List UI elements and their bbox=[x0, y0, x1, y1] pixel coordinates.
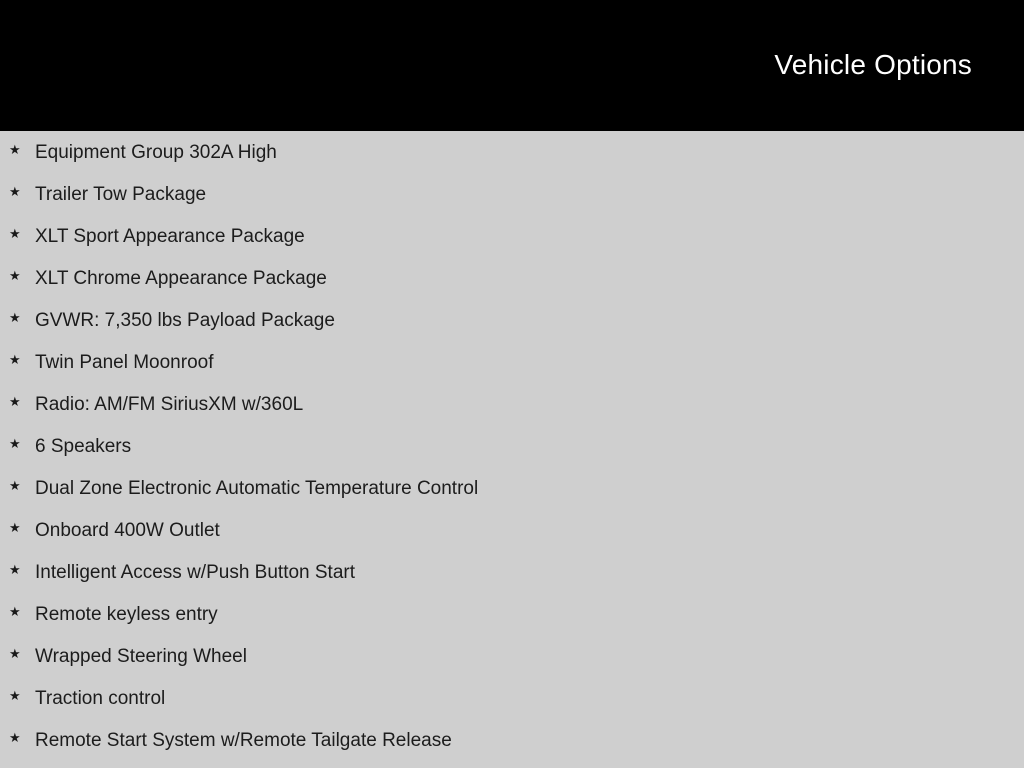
star-icon: ★ bbox=[9, 520, 21, 535]
option-item bbox=[0, 678, 1024, 720]
star-icon: ★ bbox=[9, 688, 21, 703]
option-label: Trailer Tow Package bbox=[35, 184, 207, 205]
option-label: Twin Panel Moonroof bbox=[35, 352, 214, 373]
option-label: XLT Sport Appearance Package bbox=[35, 226, 305, 247]
star-icon: ★ bbox=[9, 352, 21, 367]
option-label: XLT Chrome Appearance Package bbox=[35, 268, 327, 289]
star-icon: ★ bbox=[9, 604, 21, 619]
option-label: Equipment Group 302A High bbox=[35, 142, 277, 163]
star-icon: ★ bbox=[9, 310, 21, 325]
star-icon: ★ bbox=[9, 268, 21, 283]
header-bar bbox=[0, 0, 1024, 131]
option-label: 6 Speakers bbox=[35, 436, 132, 457]
option-label: Remote Start System w/Remote Tailgate Release bbox=[35, 730, 452, 751]
option-item bbox=[0, 552, 1024, 594]
option-item bbox=[0, 720, 1024, 762]
star-icon: ★ bbox=[9, 646, 21, 661]
option-label: Intelligent Access w/Push Button Start bbox=[35, 562, 356, 583]
star-icon: ★ bbox=[9, 184, 21, 199]
option-item bbox=[0, 258, 1024, 300]
star-icon: ★ bbox=[9, 394, 21, 409]
option-item bbox=[0, 594, 1024, 636]
star-icon: ★ bbox=[9, 436, 21, 451]
option-label: Onboard 400W Outlet bbox=[35, 520, 220, 541]
option-label: Radio: AM/FM SiriusXM w/360L bbox=[35, 394, 304, 415]
option-item bbox=[0, 468, 1024, 510]
star-icon: ★ bbox=[9, 478, 21, 493]
star-icon: ★ bbox=[9, 562, 21, 577]
option-item bbox=[0, 510, 1024, 552]
page-title: Vehicle Options bbox=[774, 49, 972, 80]
option-label: Traction control bbox=[35, 688, 166, 709]
star-icon: ★ bbox=[9, 142, 21, 157]
option-item bbox=[0, 300, 1024, 342]
option-label: GVWR: 7,350 lbs Payload Package bbox=[35, 310, 335, 331]
options-list bbox=[0, 132, 1024, 762]
option-item bbox=[0, 216, 1024, 258]
option-label: Remote keyless entry bbox=[35, 604, 218, 625]
option-item bbox=[0, 174, 1024, 216]
option-label: Wrapped Steering Wheel bbox=[35, 646, 247, 667]
star-icon: ★ bbox=[9, 226, 21, 241]
option-label: Dual Zone Electronic Automatic Temperature Control bbox=[35, 478, 479, 499]
star-icon: ★ bbox=[9, 730, 21, 745]
option-item bbox=[0, 342, 1024, 384]
option-item bbox=[0, 384, 1024, 426]
option-item bbox=[0, 636, 1024, 678]
option-item bbox=[0, 426, 1024, 468]
option-item bbox=[0, 132, 1024, 174]
